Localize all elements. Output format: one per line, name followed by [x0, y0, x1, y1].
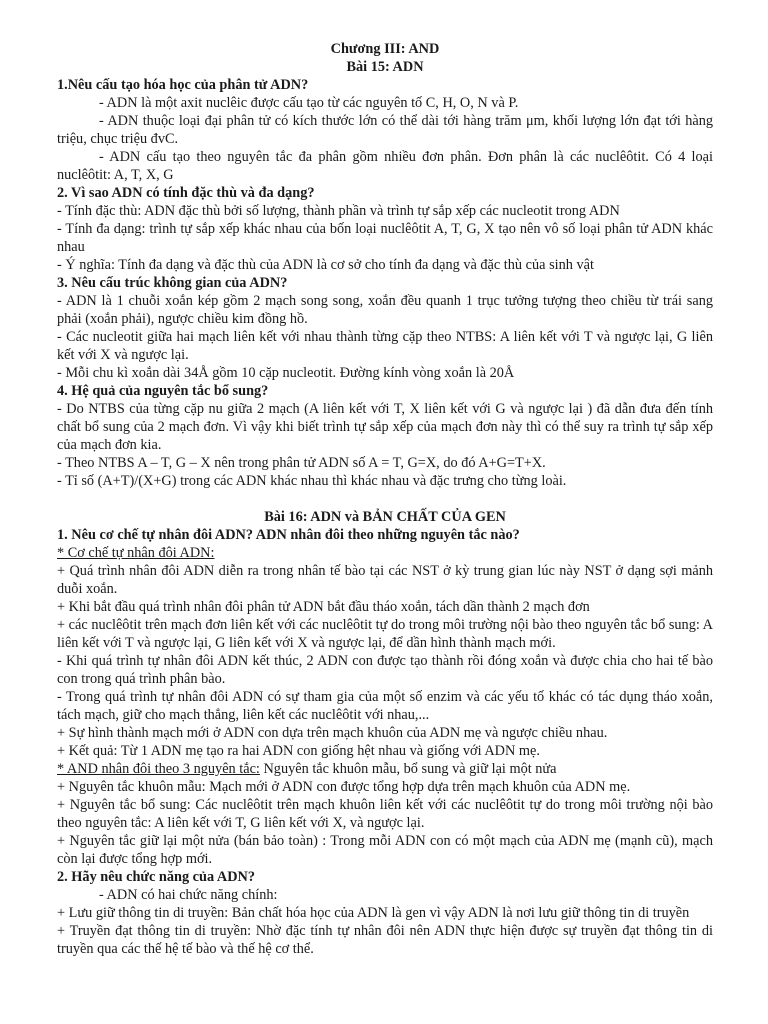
- paragraph: - Khi quá trình tự nhân đôi ADN kết thúc, 2 ADN con được tạo thành rồi đóng xoắn và được chia cho hai tế bào con trong quá trình phân bào.: [57, 653, 713, 687]
- subheading: * Cơ chế tự nhân đôi ADN:: [57, 545, 215, 561]
- question-heading: 1. Nêu cơ chế tự nhân đôi ADN? ADN nhân đôi theo những nguyên tắc nào?: [57, 527, 520, 543]
- section-gap: [57, 490, 713, 508]
- chapter-title: Chương III: AND: [330, 41, 440, 57]
- paragraph: + Sự hình thành mạch mới ở ADN con dựa trên mạch khuôn của ADN mẹ và ngược chiều nhau.: [57, 725, 608, 741]
- paragraph: - Mỗi chu kì xoắn dài 34Å gồm 10 cặp nucleotit. Đường kính vòng xoắn là 20Å: [57, 365, 515, 381]
- paragraph: - ADN cấu tạo theo nguyên tắc đa phân gồm nhiều đơn phân. Đơn phân là các nuclêôtit. Có 4 loại nuclêôtit: A, T, X, G: [57, 149, 713, 183]
- paragraph: - ADN thuộc loại đại phân tử có kích thước lớn có thể dài tới hàng trăm μm, khối lượng lớn đạt tới hàng triệu, chục triệu đvC.: [57, 113, 713, 147]
- paragraph: - Trong quá trình tự nhân đôi ADN có sự tham gia của một số enzim và các yếu tố khác có tác dụng tháo xoắn, tách mạch, giữ cho mạch thẳng, liên kết các nuclêôtit với nhau,...: [57, 689, 713, 723]
- paragraph: [57, 886, 713, 904]
- paragraph: - Ý nghĩa: Tính đa dạng và đặc thù của ADN là cơ sở cho tính đa dạng và đặc thù của sinh vật: [57, 257, 594, 273]
- paragraph: - Theo NTBS A – T, G – X nên trong phân tử ADN số A = T, G=X, do đó A+G=T+X.: [57, 455, 546, 471]
- paragraph: + Khi bắt đầu quá trình nhân đôi phân tử ADN bắt đầu tháo xoắn, tách dần thành 2 mạch đơn: [57, 599, 590, 615]
- paragraph: - ADN là một axit nuclêic được cấu tạo từ các nguyên tố C, H, O, N và P.: [99, 95, 519, 111]
- paragraph: - Tính đặc thù: ADN đặc thù bởi số lượng, thành phần và trình tự sắp xếp các nucleotit trong ADN: [57, 203, 620, 219]
- question-heading: 2. Vì sao ADN có tính đặc thù và đa dạng?: [57, 185, 315, 201]
- document-page: [57, 40, 713, 958]
- lesson-15-title: Bài 15: ADN: [346, 59, 424, 75]
- paragraph: + Nguyên tắc giữ lại một nửa (bán bảo toàn) : Trong mỗi ADN con có một mạch của ADN mẹ (mạnh cũ), mạch còn lại được tổng hợp mới.: [57, 833, 713, 867]
- paragraph: - Tính đa dạng: trình tự sắp xếp khác nhau của bốn loại nuclêôtit A, T, G, X tạo nên vô số loại phân tử ADN khác nhau: [57, 221, 713, 255]
- question-heading: 2. Hãy nêu chức năng của ADN?: [57, 869, 256, 885]
- question-heading: 3. Nêu cấu trúc không gian của ADN?: [57, 275, 288, 291]
- paragraph: + Nguyên tắc bổ sung: Các nuclêôtit trên mạch khuôn liên kết với các nuclêôtit tự do trong môi trường nội bào theo nguyên tắc: A liên kết với T, G liên kết với X, và ngược lại.: [57, 797, 713, 831]
- paragraph: + các nuclêôtit trên mạch đơn liên kết với các nuclêôtit tự do trong môi trường nội bào theo nguyên tắc bổ sung: A liên kết với T và ngược lại, G liên kết với X và ngược lại, để dần hình thành mạch mới.: [57, 617, 713, 651]
- question-heading: 1.Nêu cấu tạo hóa học của phân tử ADN?: [57, 77, 309, 93]
- paragraph: + Lưu giữ thông tin di truyền: Bản chất hóa học của ADN là gen vì vậy ADN là nơi lưu giữ thông tin di truyền: [57, 905, 690, 921]
- paragraph: - Các nucleotit giữa hai mạch liên kết với nhau thành từng cặp theo NTBS: A liên kết với T và ngược lại, G liên kết với X và ngược lại.: [57, 329, 713, 363]
- paragraph: - Tỉ số (A+T)/(X+G) trong các ADN khác nhau thì khác nhau và đặc trưng cho từng loài.: [57, 473, 567, 489]
- paragraph: + Quá trình nhân đôi ADN diễn ra trong nhân tế bào tại các NST ở kỳ trung gian lúc này NST ở dạng sợi mảnh duỗi xoắn.: [57, 563, 713, 597]
- paragraph: + Kết quả: Từ 1 ADN mẹ tạo ra hai ADN con giống hệt nhau và giống với ADN mẹ.: [57, 743, 540, 759]
- principles-line: [57, 760, 713, 778]
- paragraph: - Do NTBS của từng cặp nu giữa 2 mạch (A liên kết với T, X liên kết với G và ngược lại ) đã dẫn đưa đến tính chất bổ sung của 2 mạch đơn. Vì vậy khi biết trình tự sắp xếp của mạch đơn này thì có thể suy ra trình tự sắp xếp của mạch đơn kia.: [57, 401, 713, 453]
- lesson-16-title: Bài 16: ADN và BẢN CHẤT CỦA GEN: [264, 509, 506, 525]
- principles-list: Nguyên tắc khuôn mẫu, bổ sung và giữ lại một nửa: [259, 761, 557, 777]
- subheading: * AND nhân đôi theo 3 nguyên tắc:: [57, 761, 260, 777]
- functions-intro: - ADN có hai chức năng chính:: [99, 887, 278, 903]
- question-heading: 4. Hệ quả của nguyên tắc bổ sung?: [57, 383, 269, 399]
- paragraph: + Truyền đạt thông tin di truyền: Nhờ đặc tính tự nhân đôi nên ADN thực hiện được sự truyền đạt thông tin di truyền qua các thế hệ tế bào và thế hệ cơ thể.: [57, 923, 713, 957]
- paragraph: - ADN là 1 chuỗi xoắn kép gồm 2 mạch song song, xoắn đều quanh 1 trục tưởng tượng theo chiều từ trái sang phải (xoắn phải), ngược chiều kim đồng hồ.: [57, 293, 713, 327]
- paragraph: + Nguyên tắc khuôn mẫu: Mạch mới ở ADN con được tổng hợp dựa trên mạch khuôn của ADN mẹ.: [57, 779, 631, 795]
